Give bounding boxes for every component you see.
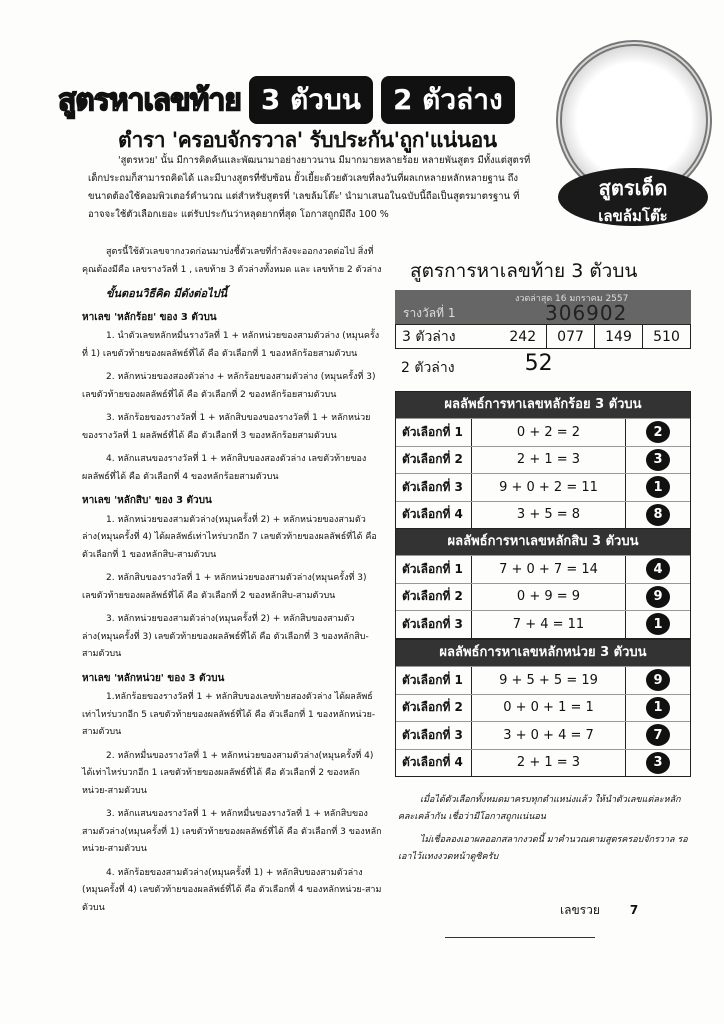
three-low-number: 510 <box>643 325 691 349</box>
steps-heading: ขั้นตอนวิธีคิด มีดังต่อไปนี้ <box>106 287 228 300</box>
magazine-name: เลขรวย <box>560 903 600 917</box>
result-digit-badge: 3 <box>646 752 670 774</box>
badge-cell <box>626 613 690 635</box>
headline <box>58 76 515 124</box>
result-table-title: ผลลัพธ์การหาเลขหลักหน่วย 3 ตัวบน <box>396 640 690 666</box>
result-digit-badge: 3 <box>646 449 670 471</box>
table-row <box>396 749 690 777</box>
badge-cell <box>626 504 690 526</box>
step-paragraph: 4. หลักร้อยของสามตัวล่าง(หมุนครั้งที่ 1) + หลักสิบของสามตัวล่าง (หมุนครั้งที่ 4) เลขตัวท้ายของผลลัพธ์ที่ได้ คือ ตัวเลือกที่ 4 ของหลักหน่วย-สามตัวบน <box>82 867 382 913</box>
table-row <box>396 583 690 611</box>
table-row <box>396 501 690 529</box>
formula: 3 + 5 = 8 <box>472 502 626 529</box>
page-footer <box>560 901 638 920</box>
formula: 0 + 9 = 9 <box>472 584 626 611</box>
method-column <box>82 244 382 923</box>
option-label: ตัวเลือกที่ 1 <box>396 667 472 694</box>
result-table-title: ผลลัพธ์การหาเลขหลักสิบ 3 ตัวบน <box>396 529 690 555</box>
formula: 9 + 5 + 5 = 19 <box>472 667 626 694</box>
logo-line1: สูตรเด็ด <box>598 176 668 200</box>
step-paragraph: 3. หลักแสนของรางวัลที่ 1 + หลักหมื่นของรางวัลที่ 1 + หลักสิบของสามตัวล่าง(หมุนครั้งที่ 1) เลขตัวท้ายของผลลัพธ์ที่ได้ คือ ตัวเลือกที่ 3 ของหลักหน่วย-สามตัวบน <box>82 809 382 854</box>
first-prize-label: รางวัลที่ 1 <box>403 306 456 320</box>
option-label: ตัวเลือกที่ 4 <box>396 750 472 777</box>
three-low-number: 242 <box>499 325 546 349</box>
badge-cell <box>626 752 690 774</box>
logo-label <box>558 168 708 226</box>
three-low-label: 3 ตัวล่าง <box>396 325 500 349</box>
formula: 9 + 0 + 2 = 11 <box>472 474 626 501</box>
headline-text: สูตรหาเลขท้าย <box>58 82 241 118</box>
result-digit-badge: 4 <box>646 558 670 580</box>
page-number: 7 <box>629 903 639 917</box>
formula: 2 + 1 = 3 <box>472 447 626 474</box>
conclusion-paragraph: เมื่อได้ตัวเลือกทั้งหมดมาครบทุกตำแหน่งแล้ว ให้นำตัวเลขแต่ละหลักคละเคล้ากัน เชื่อว่ามีโอกาสถูกแน่นอน <box>398 795 681 822</box>
three-low-number: 077 <box>547 325 595 349</box>
step-paragraph: 4. หลักแสนของรางวัลที่ 1 + หลักสิบของสองตัวล่าง เลขตัวท้ายของผลลัพธ์ที่ได้ คือ ตัวเลือกที่ 4 ของหลักร้อยสามตัวบน <box>82 454 367 482</box>
result-digit-badge: 1 <box>646 476 670 498</box>
option-label: ตัวเลือกที่ 3 <box>396 722 472 749</box>
badge-cell <box>626 476 690 498</box>
formula: 2 + 1 = 3 <box>472 750 626 777</box>
formula: 0 + 0 + 1 = 1 <box>472 695 626 722</box>
footer-divider <box>445 937 595 938</box>
step-paragraph: 3. หลักร้อยของรางวัลที่ 1 + หลักสิบของของรางวัลที่ 1 + หลักหน่วยของรางวัลที่ 1 ผลลัพธ์ที่ได้ คือ ตัวเลือกที่ 3 ของหลักร้อยสามตัวบน <box>82 413 371 441</box>
result-table <box>395 528 691 639</box>
result-digit-badge: 2 <box>646 421 670 443</box>
result-table <box>395 639 691 777</box>
three-low-table <box>395 324 691 349</box>
result-digit-badge: 7 <box>646 724 670 746</box>
first-prize-number: 306902 <box>545 301 628 325</box>
table-row <box>396 721 690 749</box>
option-label: ตัวเลือกที่ 1 <box>396 419 472 446</box>
option-label: ตัวเลือกที่ 2 <box>396 447 472 474</box>
option-label: ตัวเลือกที่ 2 <box>396 584 472 611</box>
badge-cell <box>626 669 690 691</box>
step-paragraph: 2. หลักหน่วยของสองตัวล่าง + หลักร้อยของสามตัวล่าง (หมุนครั้งที่ 3) เลขตัวท้ายของผลลัพธ์ที่ได้ คือ ตัวเลือกที่ 2 ของหลักร้อยสามตัวบน <box>82 372 376 400</box>
result-digit-badge: 9 <box>646 586 670 608</box>
result-digit-badge: 9 <box>646 669 670 691</box>
badge-cell <box>626 586 690 608</box>
formula: 0 + 2 = 2 <box>472 419 626 446</box>
conclusion-paragraph: ไม่เชื่อลองเอาผลออกสลากงวดนี้ มาคำนวณตามสูตรครอบจักรวาล รอเอาไว้แทงงวดหน้าดูซิครับ <box>398 835 688 862</box>
result-table-title: ผลลัพธ์การหาเลขหลักร้อย 3 ตัวบน <box>396 392 690 418</box>
table-row <box>396 610 690 638</box>
result-digit-badge: 8 <box>646 504 670 526</box>
option-label: ตัวเลือกที่ 3 <box>396 611 472 638</box>
two-low-number: 52 <box>524 351 553 376</box>
draw-date: งวดล่าสุด 16 มกราคม 2557 <box>515 294 629 304</box>
step-paragraph: 2. หลักสิบของรางวัลที่ 1 + หลักหน่วยของสามตัวล่าง(หมุนครั้งที่ 3) เลขตัวท้ายของผลลัพธ์ที่ได้ คือ ตัวเลือกที่ 2 ของหลักสิบ-สามตัวบน <box>82 573 367 601</box>
step-paragraph: 1.หลักร้อยของรางวัลที่ 1 + หลักสิบของเลขท้ายสองตัวล่าง ได้ผลลัพธ์เท่าไหร่บวกอีก 5 เลขตัวท้ายของผลลัพธ์ที่ได้ คือ ตัวเลือกที่ 1 ของหลักหน่วย-สามตัวบน <box>82 692 376 737</box>
result-table <box>395 391 691 529</box>
badge-cell <box>626 558 690 580</box>
badge-cell <box>626 421 690 443</box>
table-row <box>396 555 690 583</box>
table-row <box>396 446 690 474</box>
draw-results <box>395 290 691 379</box>
option-label: ตัวเลือกที่ 2 <box>396 695 472 722</box>
option-label: ตัวเลือกที่ 4 <box>396 502 472 529</box>
formula: 7 + 0 + 7 = 14 <box>472 556 626 583</box>
headline-badge-2-bottom: 2 ตัวล่าง <box>381 76 515 124</box>
crystal-ball-logo <box>548 40 718 230</box>
badge-cell <box>626 449 690 471</box>
section-heading: หาเลข 'หลักสิบ' ของ 3 ตัวบน <box>82 495 212 506</box>
formula: 3 + 0 + 4 = 7 <box>472 722 626 749</box>
subtitle: ตำรา 'ครอบจักรวาล' รับประกัน'ถูก'แน่นอน <box>118 128 497 152</box>
results-title: สูตรการหาเลขท้าย 3 ตัวบน <box>410 260 638 282</box>
result-digit-badge: 1 <box>646 697 670 719</box>
option-label: ตัวเลือกที่ 1 <box>396 556 472 583</box>
step-paragraph: 1. นำตัวเลขหลักหมื่นรางวัลที่ 1 + หลักหน่วยของสามตัวล่าง (หมุนครั้งที่ 1) เลขตัวท้ายของผลลัพธ์ที่ได้ คือ ตัวเลือกที่ 1 ของหลักร้อยสามตัวบน <box>82 331 380 359</box>
section-heading: หาเลข 'หลักร้อย' ของ 3 ตัวบน <box>82 311 217 323</box>
table-row <box>396 694 690 722</box>
table-row <box>396 473 690 501</box>
headline-badge-3-top: 3 ตัวบน <box>249 76 373 124</box>
step-paragraph: 3. หลักหน่วยของสามตัวล่าง(หมุนครั้งที่ 2) + หลักสิบของสามตัวล่าง(หมุนครั้งที่ 3) เลขตัวท้ายของผลลัพธ์ที่ได้ คือ ตัวเลือกที่ 3 ของหลักสิบ-สามตัวบน <box>82 614 369 659</box>
first-prize-header <box>395 290 691 324</box>
result-digit-badge: 1 <box>646 613 670 635</box>
badge-cell <box>626 724 690 746</box>
table-row <box>396 666 690 694</box>
section-heading: หาเลข 'หลักหน่วย' ของ 3 ตัวบน <box>82 672 225 684</box>
step-paragraph: 1. หลักหน่วยของสามตัวล่าง(หมุนครั้งที่ 2) + หลักหน่วยของสามตัวล่าง(หมุนครั้งที่ 4) ได้ผลลัพธ์เท่าไหร่บวกอีก 7 เลขตัวท้ายของผลลัพธ์ที่ได้ คือ ตัวเลือกที่ 1 ของหลักสิบ-สามตัวบน <box>82 514 377 560</box>
method-sections <box>82 309 382 918</box>
option-label: ตัวเลือกที่ 3 <box>396 474 472 501</box>
logo-line2: เลขล้มโต๊ะ <box>598 207 668 225</box>
formula: 7 + 4 = 11 <box>472 611 626 638</box>
two-low-label: 2 ตัวล่าง <box>401 360 455 376</box>
intro-paragraph: 'สูตรหวย' นั้น มีการคิดค้นและพัฒนามาอย่างยาวนาน มีมากมายหลายร้อย หลายพันสูตร มีทั้งแต่สูตรที่เด็กประถมก็สามารถคิดได้ และมีบางสูตรที่ซับซ้อน ยั้วเยี้ยะด้วยตัวเลขที่ลงวันที่ผลเกหลายหลักหลายฐาน ถึงขนาดต้องใช้คอมพิวเตอร์คำนวณ แต่สำหรับสูตรที่ 'เลขล้มโต๊ะ' นำมาเสนอในฉบับนี้ถือเป็นสูตรมาตรฐาน ที่อาจจะใช้ตัวเลือกเยอะ แต่รับประกันว่าหลุดยากที่สุด โอกาสถูกมีถึง 100 % <box>88 155 531 220</box>
step-paragraph: 2. หลักหมื่นของรางวัลที่ 1 + หลักหน่วยของสามตัวล่าง(หมุนครั้งที่ 4) ได้เท่าไหร่บวกอีก 1 เลขตัวท้ายของผลลัพธ์ที่ได้ คือ ตัวเลือกที่ 2 ของหลักหน่วย-สามตัวบน <box>82 750 374 796</box>
three-low-number: 149 <box>595 325 643 349</box>
two-low-row <box>395 351 691 379</box>
lead-paragraph: สูตรนี้ใช้ตัวเลขจากงวดก่อนมาบ่งชี้ตัวเลขที่กำลังจะออกงวดต่อไป สิ่งที่คุณต้องมีคือ เลขรางวัลที่ 1 , เลขท้าย 3 ตัวล่างทั้งหมด และ เลขท้าย 2 ตัวล่าง <box>82 247 382 275</box>
badge-cell <box>626 697 690 719</box>
table-row <box>396 418 690 446</box>
conclusion <box>398 792 690 872</box>
